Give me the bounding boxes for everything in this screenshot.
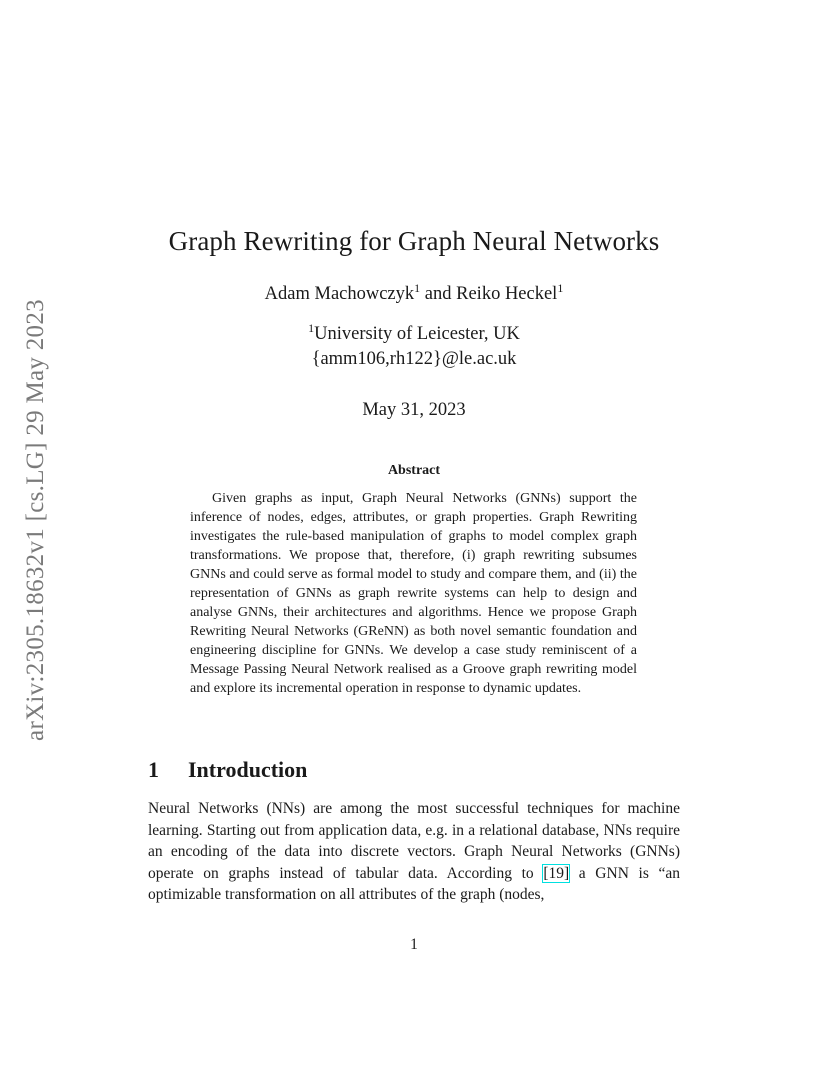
abstract-text: Given graphs as input, Graph Neural Networks (GNNs) support the inference of nodes, edges, attributes, or graph properties. Graph Rewriting investigates the rule-based manipulation of graphs to model complex graph transformations. We propose that, therefore, (i) graph rewriting subsumes GNNs and could serve as formal model to study and compare them, and (ii) the representation of GNNs as graph rewrite systems can help to design and analyse GNNs, their architectures and algorithms. Hence we propose Graph Rewriting Neural Networks (GReNN) as both novel semantic foundation and engineering discipline for GNNs. We develop a case study reminiscent of a Message Passing Neural Network realised as a Groove graph rewriting model and explore its incremental operation in response to dynamic updates. [190,491,637,696]
affiliation-institution: University of Leicester, UK [314,324,520,344]
author-line [0,281,828,305]
section-number: 1 [148,757,159,782]
abstract-heading: Abstract [387,463,441,478]
section-title: Introduction [188,757,308,782]
paper-title: Graph Rewriting for Graph Neural Networks [168,226,660,256]
intro-text-part-2: a GNN is “an optimizable transformation on all attributes of the graph (nodes, [148,864,681,903]
author-1-affiliation-mark: 1 [414,281,421,295]
affiliation-emails: {amm106,rh122}@le.ac.uk [311,349,517,369]
affiliation-institution-line [0,322,828,347]
introduction-paragraph [148,798,680,906]
arxiv-margin-stamp: arXiv:2305.18632v1 [cs.LG] 29 May 2023 [22,299,49,741]
author-2-affiliation-mark: 1 [557,281,564,295]
section-heading-introduction [148,757,307,783]
affiliation-mark: 1 [308,321,315,335]
citation-link[interactable]: [19] [543,864,570,882]
author-conjunction: and [420,284,457,304]
intro-text-part-1: Neural Networks (NNs) are among the most successful techniques for machine learning. Starting out from application data, e.g. in a relational database, NNs require an encoding of the data into discrete vectors. Graph Neural Networks (GNNs) operate on graphs instead of tabular data. According to [148,800,680,882]
paper-date: May 31, 2023 [362,400,466,420]
affiliation-block [0,322,828,372]
page-number: 1 [410,936,418,953]
author-1-name: Adam Machowczyk [264,284,415,304]
author-2-name: Reiko Heckel [456,284,558,304]
